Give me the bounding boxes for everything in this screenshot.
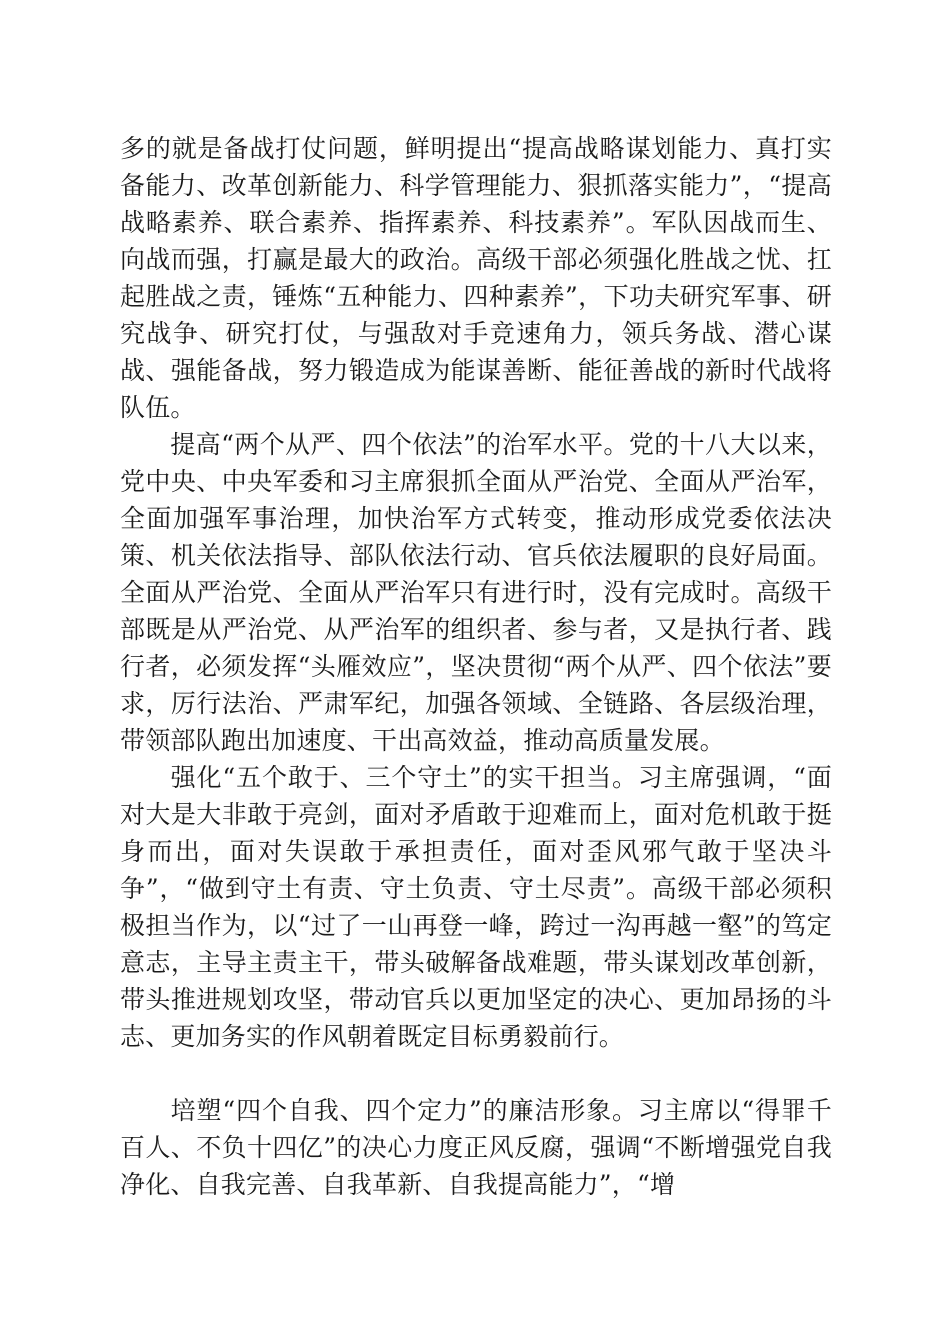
paragraph-responsibility bbox=[120, 759, 832, 1055]
paragraph-text: 培塑“四个自我、四个定力”的廉洁形象。习主席以“得罪千百人、不负十四亿”的决心力度正风反腐，强调“不断增强党自我净化、自我完善、自我革新、自我提高能力”，“增 bbox=[120, 1096, 832, 1199]
paragraph-text: 提高“两个从严、四个依法”的治军水平。党的十八大以来，党中央、中央军委和习主席狠抓全面从严治党、全面从严治军，全面加强军事治理，加快治军方式转变，推动形成党委依法决策、机关依法指导、部队依法行动、官兵依法履职的良好局面。全面从严治党、全面从严治军只有进行时，没有完成时。高级干部既是从严治党、从严治军的组织者、参与者，又是执行者、践行者，必须发挥“头雁效应”，坚决贯彻“两个从严、四个依法”要求，厉行法治、严肃军纪，加强各领域、全链路、各层级治理，带领部队跑出加速度、干出高效益，推动高质量发展。 bbox=[120, 430, 832, 755]
paragraph-text: 强化“五个敢于、三个守土”的实干担当。习主席强调，“面对大是大非敢于亮剑，面对矛盾敢于迎难而上，面对危机敢于挺身而出，面对失误敢于承担责任，面对歪风邪气敢于坚决斗争”，“做到守土有责、守土负责、守土尽责”。高级干部必须积极担当作为，以“过了一山再登一峰，跨过一沟再越一壑”的笃定意志，主导主责主干，带头破解备战难题，带头谋划改革创新，带头推进规划攻坚，带动官兵以更加坚定的决心、更加昂扬的斗志、更加务实的作风朝着既定目标勇毅前行。 bbox=[120, 763, 832, 1051]
paragraph-governance bbox=[120, 426, 832, 759]
paragraph-integrity bbox=[120, 1092, 832, 1203]
paragraph-combat-readiness bbox=[120, 130, 832, 426]
paragraph-text: 多的就是备战打仗问题，鲜明提出“提高战略谋划能力、真打实备能力、改革创新能力、科学管理能力、狠抓落实能力”，“提高战略素养、联合素养、指挥素养、科技素养”。军队因战而生、向战而强，打赢是最大的政治。高级干部必须强化胜战之忧、扛起胜战之责，锤炼“五种能力、四种素养”，下功夫研究军事、研究战争、研究打仗，与强敌对手竞速角力，领兵务战、潜心谋战、强能备战，努力锻造成为能谋善断、能征善战的新时代战将队伍。 bbox=[120, 134, 832, 422]
document-body bbox=[120, 130, 832, 1203]
paragraph-spacer bbox=[120, 1055, 832, 1092]
